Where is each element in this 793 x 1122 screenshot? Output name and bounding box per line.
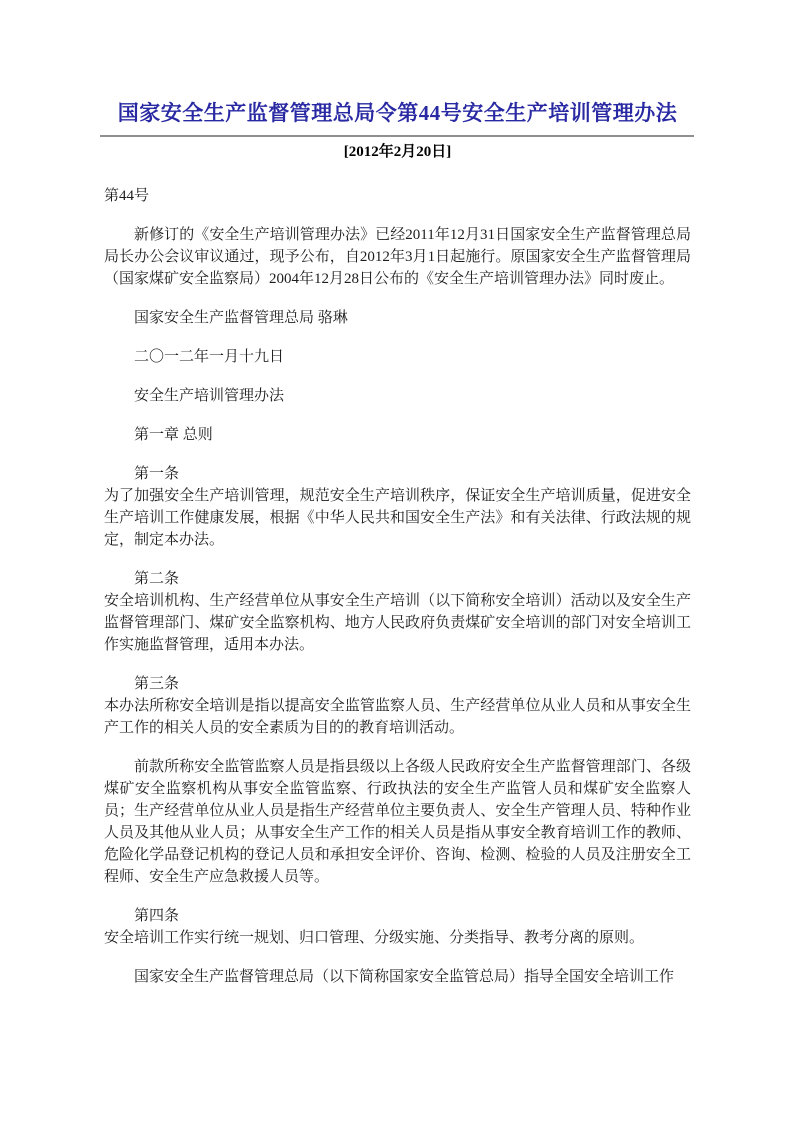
- title-divider: [100, 135, 694, 137]
- document-body: [104, 185, 691, 988]
- article-1: [104, 463, 691, 551]
- signature-line: 国家安全生产监督管理总局 骆琳: [134, 310, 348, 326]
- article-4-text: 安全培训工作实行统一规划、归口管理、分级实施、分类指导、教考分离的原则。: [104, 930, 645, 946]
- article-4-label: 第四条: [134, 908, 180, 924]
- article-1-label: 第一条: [134, 466, 180, 482]
- article-2: [104, 568, 691, 656]
- order-number: 第44号: [104, 188, 150, 204]
- document-title: 国家安全生产监督管理总局令第44号安全生产培训管理办法: [117, 101, 678, 125]
- article-2-text: 安全培训机构、生产经营单位从事安全生产培训（以下简称安全培训）活动以及安全生产监督管理部门、煤矿安全监察机构、地方人民政府负责煤矿安全培训的部门对安全培训工作实施监督管理，适用本办法。: [104, 593, 691, 653]
- article-3-extra-paragraph: 前款所称安全监管监察人员是指县级以上各级人民政府安全生产监督管理部门、各级煤矿安全监察机构从事安全监管监察、行政执法的安全生产监管人员和煤矿安全监察人员；生产经营单位从业人员是指生产经营单位主要负责人、安全生产管理人员、特种作业人员及其他从业人员；从事安全生产工作的相关人员是指从事安全教育培训工作的教师、危险化学品登记机构的登记人员和承担安全评价、咨询、检测、检验的人员及注册安全工程师、安全生产应急救援人员等。: [104, 759, 691, 885]
- chapter-heading: 第一章 总则: [134, 427, 213, 443]
- article-1-text: 为了加强安全生产培训管理，规范安全生产培训秩序，保证安全生产培训质量，促进安全生产培训工作健康发展，根据《中华人民共和国安全生产法》和有关法律、行政法规的规定，制定本办法。: [104, 488, 691, 548]
- article-3: [104, 673, 691, 739]
- article-3-text: 本办法所称安全培训是指以提高安全监管监察人员、生产经营单位从业人员和从事安全生产工作的相关人员的安全素质为目的的教育培训活动。: [104, 698, 691, 736]
- article-3-label: 第三条: [134, 676, 180, 692]
- article-2-label: 第二条: [134, 571, 180, 587]
- article-4: [104, 905, 691, 949]
- article-4-extra-paragraph: 国家安全生产监督管理总局（以下简称国家安全监管总局）指导全国安全培训工作: [134, 969, 675, 985]
- announcement-paragraph: 新修订的《安全生产培训管理办法》已经2011年12月31日国家安全生产监督管理总局局长办公会议审议通过，现予公布，自2012年3月1日起施行。原国家安全生产监督管理局（国家煤矿安全监察局）2004年12月28日公布的《安全生产培训管理办法》同时废止。: [104, 227, 691, 287]
- sign-date-line: 二〇一二年一月十九日: [134, 349, 285, 365]
- published-date: [2012年2月20日]: [343, 144, 452, 160]
- regulation-title: 安全生产培训管理办法: [134, 388, 285, 404]
